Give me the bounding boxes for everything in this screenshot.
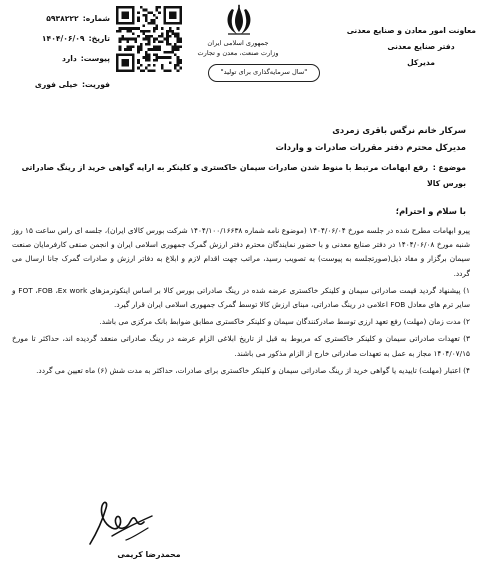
ministry-line: وزارت صنعت، معدن و تجارت: [197, 49, 279, 57]
date-label: تاریخ:: [88, 33, 110, 43]
meta-number-row: [6, 8, 110, 28]
body-point: ۳) تعهدات صادراتی سیمان و کلینکر خاکستری که مربوط به قبل از تاریخ ابلاغی الزام عرضه در رینگ صادراتی منعقد گردیده اند، حداکثر تا مورخ ۱۴۰۴/۰۷/۱۵ مجاز به عمل به تعهدات صادراتی خارج از الزام مذکور می باشند.: [12, 334, 470, 358]
department-line: مدیرکل: [407, 58, 435, 67]
ministry-line: جمهوری اسلامی ایران: [207, 39, 269, 47]
department-line: دفتر صنایع معدنی: [387, 42, 455, 51]
subject-line: [16, 160, 466, 192]
letter-meta: [6, 8, 110, 94]
body-point: ۲) مدت زمان (مهلت) رفع تعهد ارزی توسط صادرکنندگان سیمان و کلینکر خاکستری مطابق ضوابط بانک مرکزی می باشد.: [99, 317, 470, 327]
subject-label: موضوع :: [432, 163, 466, 172]
body-intro: پیرو ابهامات مطرح شده در جلسه مورخ ۱۴۰۴/۰۶/۰۴ (موضوع نامه شماره ۱۴۰۴/۱۰۰/۱۶۶۳۸ شرکت بورس کالای ایران)، جلسه ای راس ساعت ۱۵ روز شنبه مورخ ۱۴۰۴/۰۶/۰۸ در دفتر صنایع معدنی و با حضور نمایندگان محترم دفتر ارزش گمرک جمهوری اسلامی ایران و انجمن صنفی کارفرمایان صنعت سیمان برگزار و مفاد ذیل(صورتجلسه به پیوست) به تصویب رسید، مراتب جهت اقدام لازم و ابلاغ به دفاتر ارزش و صادرات گمرک جانا ارسال می گردد.: [12, 226, 471, 278]
attachment-value: دارد: [61, 53, 77, 63]
attachment-label: پیوست:: [80, 53, 110, 63]
letter-body: [12, 224, 470, 380]
body-point: ۴) اعتبار (مهلت) تاییدیه یا گواهی خرید از رینگ صادراتی سیمان و کلینکر خاکستری برای صادرات، حداکثر به مدت شش (۶) ماه تعیین می گردد.: [36, 365, 470, 375]
meta-date-row: [6, 28, 110, 48]
greeting: با سلام و احترام؛: [395, 206, 466, 216]
handwritten-signature-icon: [82, 494, 158, 548]
subject-text: رفع ابهامات مرتبط با منوط شدن صادرات سیمان خاکستری و کلینکر به ارایه گواهی خرید از رینگ صادراتی بورس کالا: [21, 163, 466, 188]
signer-name: محمدرضا کریمی: [117, 550, 181, 559]
meta-urgency-row: [6, 74, 110, 94]
year-slogan: "سال سرمایه‌گذاری برای تولید": [208, 64, 320, 82]
body-point: ۱) پیشنهاد گردید قیمت صادراتی سیمان و کلینکر خاکستری عرضه شده در رینگ صادراتی بورس کالا بر اساس اینکوترمزهای FOT ،FOB ،Ex work و سایر ترم های معادل FOB اعلامی در رینگ صادراتی، مبنای ارزش کالا توسط گمرک جمهوری اسلامی ایران قرار گیرد.: [12, 285, 470, 310]
ministry-caption: [178, 38, 298, 58]
urgency-label: فوریت:: [81, 79, 110, 89]
meta-attachment-row: [6, 48, 110, 68]
urgency-value: خیلی فوری: [34, 79, 78, 89]
number-label: شماره:: [82, 13, 110, 23]
qr-code-icon: [116, 6, 182, 72]
national-emblem-icon: [222, 4, 256, 36]
department-header: [346, 23, 476, 71]
recipient-name: سرکار خانم نرگس باقری زمردی: [332, 125, 466, 135]
recipient-block: [66, 122, 466, 156]
number-value: ۵۹۳۸۲۲۲: [46, 13, 79, 23]
department-line: معاونت امور معادن و صنایع معدنی: [346, 26, 476, 35]
recipient-title: مدیرکل محترم دفتر مقررات صادرات و واردات: [275, 142, 466, 152]
date-value: ۱۴۰۴/۰۶/۰۹: [41, 33, 85, 43]
